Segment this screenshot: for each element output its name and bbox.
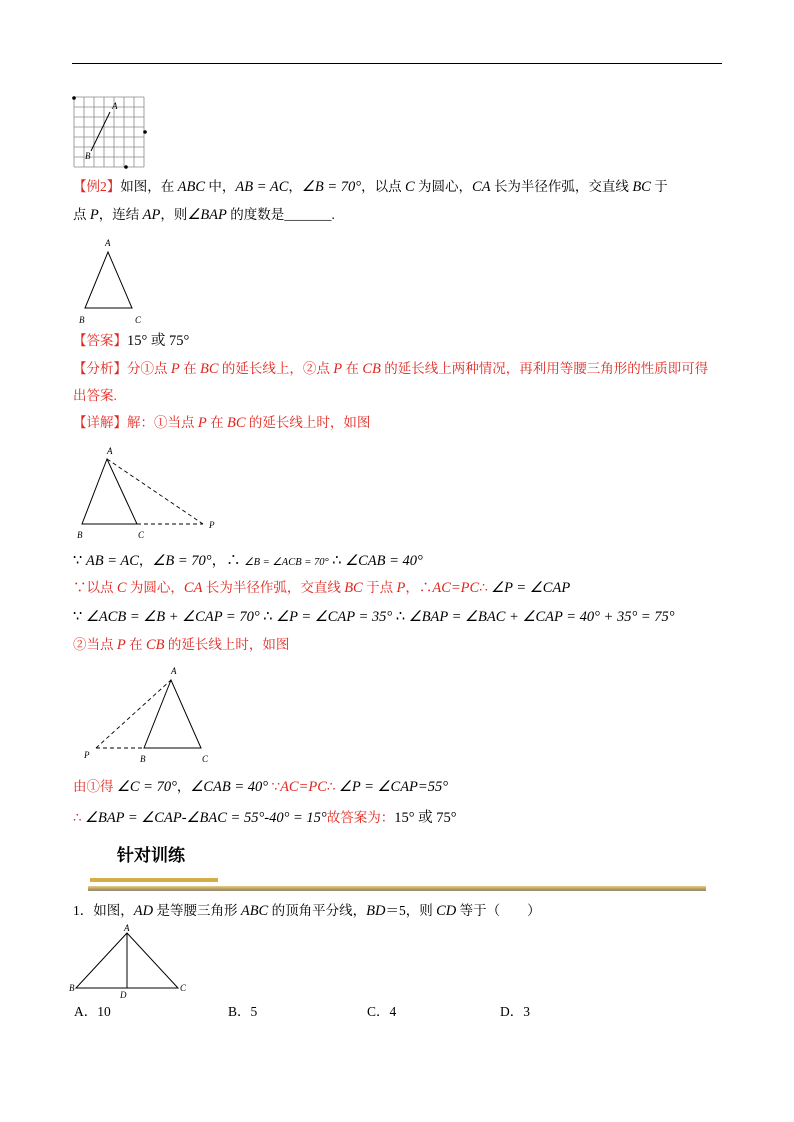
math-expression: ∠B = 70° (152, 553, 212, 569)
math-expression: AB = AC (235, 179, 289, 195)
answer-line (73, 331, 189, 351)
math-expression: ∠CAB = 40° (345, 553, 423, 569)
vertex-label-a: A (107, 446, 113, 456)
math-expression: ∠CAB = 40° (190, 779, 269, 795)
therefore-symbol: ∴ (259, 609, 277, 625)
header-rule (72, 63, 722, 64)
math-expression: C (404, 179, 415, 195)
triangle-abc (85, 252, 132, 308)
grid-dot (124, 165, 128, 169)
detail-text: 在 (206, 415, 227, 430)
question-text: 的顶角平分线， (268, 903, 367, 918)
math-expression: ∠BAP = ∠CAP-∠BAC = 55°-40° = 15° (84, 810, 327, 826)
question-text: 如图，在 (120, 179, 178, 194)
triangle-figure (70, 232, 150, 327)
case1-figure (70, 442, 225, 544)
therefore-symbol: ∴ (73, 810, 85, 825)
solution-step-1 (73, 551, 423, 571)
grid-figure (70, 92, 152, 174)
answer-tag: 【答案】 (73, 333, 127, 348)
question-text: ＝5，则 (385, 903, 437, 918)
example-question-line-1 (73, 177, 668, 197)
vertex-label-c: C (138, 530, 145, 540)
math-expression: ABC (240, 903, 269, 919)
math-expression: C (116, 580, 127, 596)
vertex-label-a: A (105, 238, 111, 248)
because-symbol: ∵ (73, 553, 86, 569)
solution-text: 的延长线上时，如图 (164, 637, 290, 652)
question-text: 等于（ ） (456, 903, 541, 918)
solution-text: 为圆心， (126, 580, 184, 595)
point-label-p: P (209, 520, 215, 530)
analysis-line-2 (73, 386, 117, 406)
solution-text: 于点 (362, 580, 397, 595)
math-expression: BC (632, 179, 651, 195)
question-text: 于 (650, 179, 668, 194)
question-text: ，连结 (98, 207, 143, 222)
math-expression: ∠BAP = ∠BAC + ∠CAP = 40° + 35° = 75° (408, 609, 675, 625)
dashed-segment-ap (107, 459, 203, 524)
math-expression: BC (199, 361, 219, 377)
question-text: ， (288, 179, 302, 194)
heading-accent-bar (90, 878, 218, 882)
point-label-p: P (84, 750, 90, 760)
question-text: 是等腰三角形 (153, 903, 241, 918)
math-expression: AC=PC (432, 580, 480, 596)
answer-blank: 的度数是_______. (226, 207, 335, 222)
math-expression: BC (344, 580, 363, 596)
vertex-label-a: A (171, 666, 177, 676)
math-expression: CA (472, 179, 491, 195)
math-expression: ABC (177, 179, 206, 195)
math-expression: ∠B = ∠ACB = 70° (244, 557, 329, 568)
math-expression: ∠ACB = ∠B + ∠CAP = 70° (85, 609, 260, 625)
math-expression: P (116, 637, 126, 653)
question-text: ，则 (160, 207, 188, 222)
grid-dot (143, 130, 147, 134)
case2-figure (80, 662, 215, 766)
therefore-symbol: ∴ (392, 609, 409, 625)
vertex-label-b: B (69, 983, 75, 993)
point-label-d: D (120, 990, 127, 1000)
section-divider (88, 886, 706, 891)
vertex-label-b: B (77, 530, 83, 540)
vertex-label-b: B (79, 315, 85, 325)
because-symbol: ∵ (73, 609, 86, 625)
vertex-label-a: A (124, 923, 130, 933)
option-b[interactable]: B．5 (228, 1004, 258, 1019)
therefore-symbol: ∴ (479, 580, 492, 595)
math-expression: AP (142, 207, 161, 223)
math-expression: BC (226, 415, 246, 431)
question-text: 点 (73, 207, 90, 222)
solution-text: ∵以点 (73, 580, 117, 595)
point-label-b: B (85, 151, 91, 161)
grid-dot (72, 96, 76, 100)
vertex-label-c: C (180, 983, 187, 993)
math-expression: P (396, 580, 406, 596)
math-expression: AD (133, 903, 154, 919)
analysis-text: 在 (342, 361, 363, 376)
question-text: 为圆心， (414, 179, 473, 194)
analysis-text: 的延长线上两种情况，再利用等腰三角形的性质即可得 (380, 361, 709, 376)
dashed-segment-pa (96, 680, 171, 748)
math-expression: ∠P = ∠CAP (491, 580, 571, 596)
point-label-a: A (112, 101, 118, 111)
analysis-text: 的延长线上，②点 (218, 361, 334, 376)
math-expression: CB (362, 361, 381, 377)
math-expression: AC=PC (280, 779, 327, 795)
conclusion-label: 故答案为： (326, 810, 395, 825)
detail-text: 的延长线上时，如图 (245, 415, 371, 430)
conclusion-value: 15° 或 75° (394, 810, 457, 826)
practice-question-1 (73, 901, 541, 921)
triangle-abc (144, 680, 201, 748)
math-expression: ∠P = ∠CAP=55° (338, 779, 448, 795)
option-c[interactable]: C．4 (367, 1004, 397, 1019)
section-heading: 针对训练 (117, 846, 185, 866)
question-text: 中， (205, 179, 236, 194)
solution-step-5 (73, 777, 448, 797)
analysis-tag: 【分析】 (73, 361, 127, 376)
math-expression: CB (145, 637, 165, 653)
solution-step-6 (73, 808, 457, 828)
detail-text: 解：①当点 (127, 415, 198, 430)
solution-text: 在 (125, 637, 146, 652)
example-tag: 【例2】 (73, 179, 121, 194)
solution-step-3 (73, 607, 675, 627)
solution-text: 长为半径作弧，交直线 (202, 580, 345, 595)
punctuation: ， (138, 553, 153, 568)
analysis-text: 在 (179, 361, 200, 376)
vertex-label-b: B (140, 754, 146, 764)
option-a[interactable]: A．10 (74, 1004, 111, 1019)
punctuation: ， (176, 779, 191, 794)
analysis-text: 分①点 (127, 361, 171, 376)
example-question-line-2 (73, 205, 335, 225)
therefore-symbol: ，∴ (211, 553, 245, 569)
math-expression: P (333, 361, 343, 377)
because-symbol: ∵ (268, 779, 281, 794)
detail-tag: 【详解】 (73, 415, 127, 430)
therefore-symbol: ∴ (326, 779, 339, 794)
math-expression: P (170, 361, 180, 377)
math-expression: ∠C = 70° (116, 779, 177, 795)
question-text: 1．如图， (73, 903, 134, 918)
solution-text: ②当点 (73, 637, 117, 652)
question-text: ，以点 (361, 179, 405, 194)
math-expression: CA (183, 580, 203, 596)
vertex-label-c: C (202, 754, 209, 764)
math-expression: ∠P = ∠CAP = 35° (276, 609, 393, 625)
solution-step-2 (73, 578, 570, 598)
therefore-symbol: ∴ (328, 553, 346, 569)
practice-triangle-figure (66, 922, 192, 1002)
math-expression: BD (366, 903, 386, 919)
math-expression: AB = AC (85, 553, 139, 569)
analysis-line-1 (73, 359, 708, 379)
solution-case-2-intro (73, 635, 289, 655)
answer-value: 15° 或 75° (127, 333, 190, 349)
analysis-text: 出答案. (73, 388, 117, 403)
solution-text: ，∴ (405, 580, 433, 595)
solution-text: 由①得 (73, 779, 117, 794)
triangle-abc (82, 459, 137, 524)
math-expression: ∠BAP (187, 207, 227, 223)
vertex-label-c: C (135, 315, 142, 325)
detail-intro-line (73, 413, 370, 433)
math-expression: CD (436, 903, 457, 919)
math-expression: P (89, 207, 99, 223)
math-expression: ∠B = 70° (301, 179, 362, 195)
question-text: 长为半径作弧，交直线 (490, 179, 633, 194)
option-d[interactable]: D．3 (500, 1004, 530, 1019)
math-expression: P (197, 415, 207, 431)
